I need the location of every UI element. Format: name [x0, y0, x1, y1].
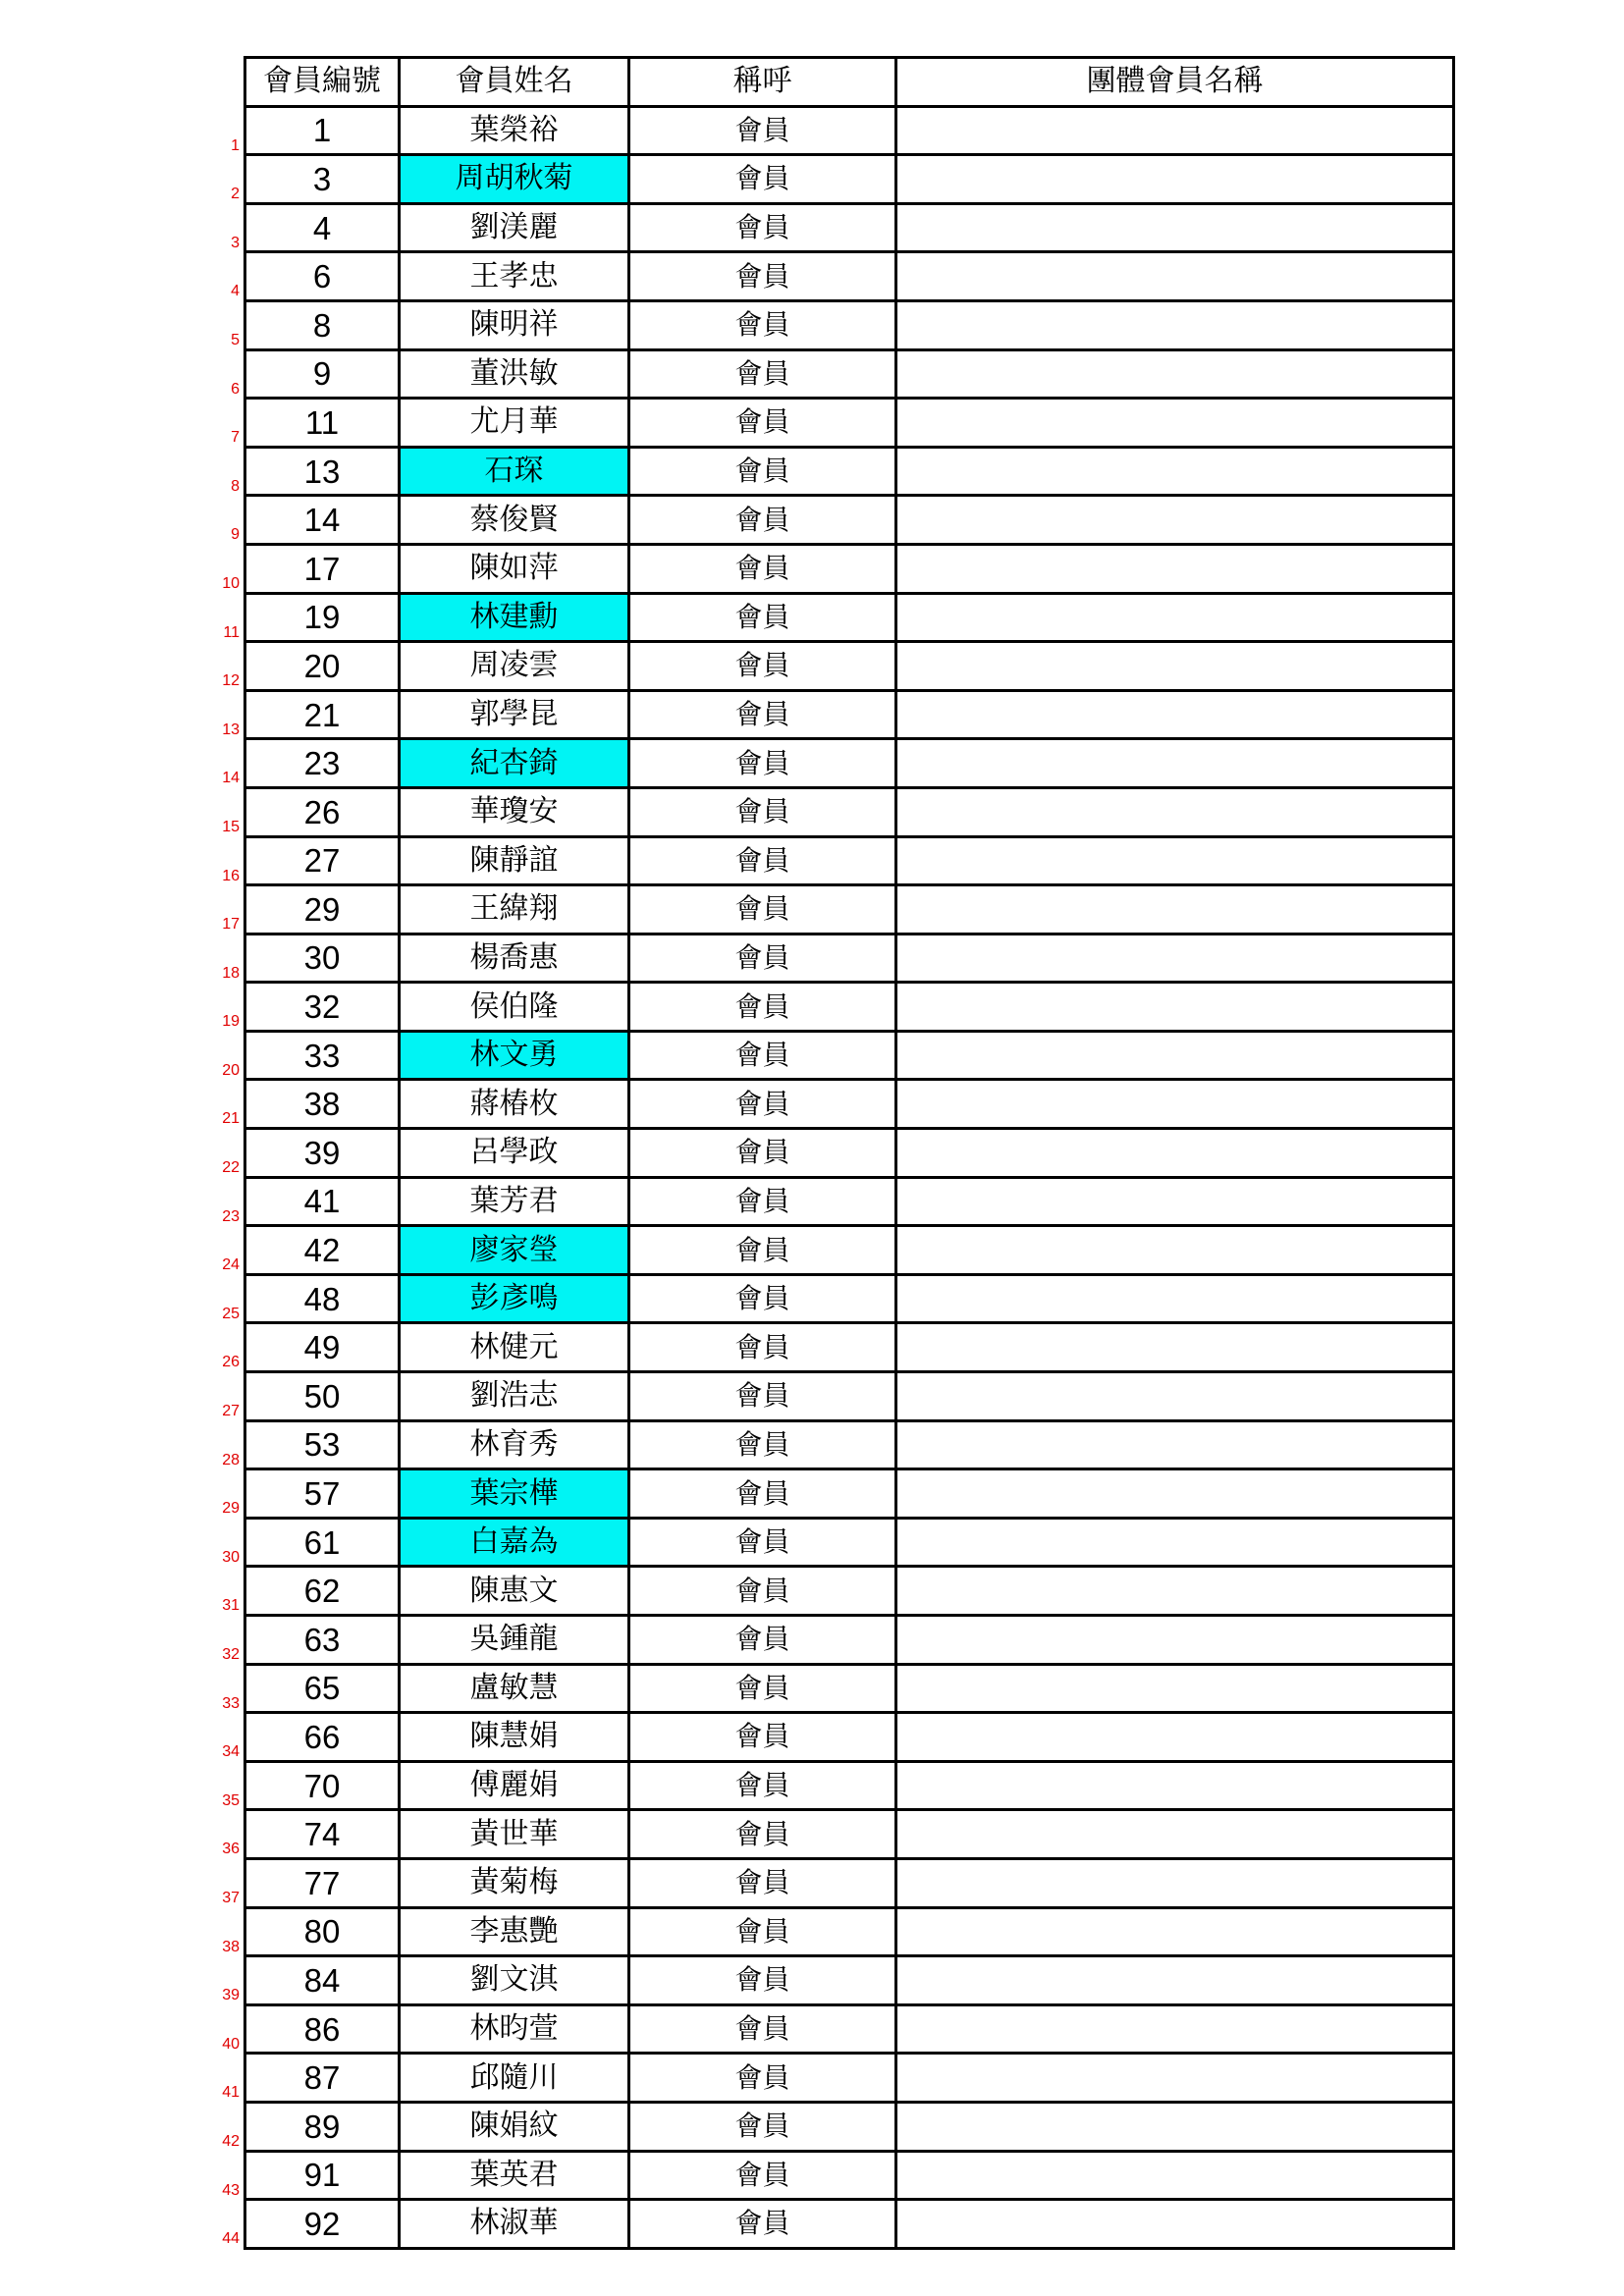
member-name-cell: 郭學昆 [401, 692, 630, 741]
title-cell: 會員 [630, 1081, 897, 1130]
title-cell: 會員 [630, 1422, 897, 1471]
member-name-cell: 陳惠文 [401, 1568, 630, 1617]
member-name-cell: 黃菊梅 [401, 1860, 630, 1909]
member-name-cell: 王孝忠 [401, 253, 630, 302]
title-cell: 會員 [630, 595, 897, 644]
row-number: 7 [231, 429, 240, 447]
member-no-cell: 14 [246, 497, 401, 546]
member-no-cell: 74 [246, 1811, 401, 1860]
group-name-cell [897, 838, 1455, 887]
group-name-cell [897, 2153, 1455, 2202]
title-cell: 會員 [630, 984, 897, 1033]
member-name-cell: 周凌雲 [401, 643, 630, 692]
group-name-cell [897, 2201, 1455, 2250]
member-no-cell: 41 [246, 1179, 401, 1228]
member-name-cell: 尤月華 [401, 400, 630, 449]
row-number: 18 [222, 964, 240, 982]
member-no-cell: 66 [246, 1714, 401, 1763]
group-name-cell [897, 935, 1455, 985]
row-number: 31 [222, 1597, 240, 1615]
title-cell: 會員 [630, 1373, 897, 1422]
member-name-cell: 葉英君 [401, 2153, 630, 2202]
member-no-cell: 86 [246, 2006, 401, 2056]
row-number: 12 [222, 672, 240, 690]
member-name-cell: 林育秀 [401, 1422, 630, 1471]
title-cell: 會員 [630, 838, 897, 887]
group-name-cell [897, 1617, 1455, 1666]
group-name-cell [897, 1860, 1455, 1909]
member-no-cell: 6 [246, 253, 401, 302]
row-number: 9 [231, 526, 240, 544]
title-cell: 會員 [630, 1520, 897, 1569]
member-no-cell: 89 [246, 2104, 401, 2153]
member-name-cell: 劉渼麗 [401, 205, 630, 254]
member-name-cell: 呂學政 [401, 1130, 630, 1179]
title-cell: 會員 [630, 1811, 897, 1860]
member-name-cell: 葉芳君 [401, 1179, 630, 1228]
group-name-cell [897, 1811, 1455, 1860]
member-no-cell: 53 [246, 1422, 401, 1471]
row-number: 22 [222, 1159, 240, 1177]
member-no-cell: 77 [246, 1860, 401, 1909]
title-cell: 會員 [630, 2153, 897, 2202]
title-cell: 會員 [630, 1617, 897, 1666]
row-number: 19 [222, 1013, 240, 1031]
member-no-cell: 11 [246, 400, 401, 449]
group-name-cell [897, 449, 1455, 498]
row-number: 38 [222, 1938, 240, 1955]
row-number: 41 [222, 2084, 240, 2102]
member-name-cell: 李惠艷 [401, 1909, 630, 1958]
member-no-cell: 9 [246, 351, 401, 400]
member-name-cell: 黃世華 [401, 1811, 630, 1860]
row-number: 44 [222, 2230, 240, 2248]
row-number: 16 [222, 867, 240, 884]
member-name-cell-highlighted: 白嘉為 [401, 1520, 630, 1569]
member-no-cell: 19 [246, 595, 401, 644]
title-cell: 會員 [630, 449, 897, 498]
title-cell: 會員 [630, 1227, 897, 1276]
group-name-cell [897, 1763, 1455, 1812]
member-name-cell-highlighted: 林建勳 [401, 595, 630, 644]
group-name-cell [897, 1324, 1455, 1373]
row-number: 36 [222, 1841, 240, 1858]
group-name-cell [897, 740, 1455, 789]
member-name-cell: 盧敏慧 [401, 1666, 630, 1715]
group-name-cell [897, 595, 1455, 644]
member-no-cell: 87 [246, 2055, 401, 2104]
header-group-name: 團體會員名稱 [897, 59, 1455, 108]
title-cell: 會員 [630, 2055, 897, 2104]
title-cell: 會員 [630, 1033, 897, 1082]
title-cell: 會員 [630, 740, 897, 789]
row-number: 27 [222, 1403, 240, 1420]
group-name-cell [897, 156, 1455, 205]
member-no-cell: 20 [246, 643, 401, 692]
title-cell: 會員 [630, 1324, 897, 1373]
member-no-cell: 50 [246, 1373, 401, 1422]
group-name-cell [897, 1422, 1455, 1471]
row-number: 23 [222, 1207, 240, 1225]
title-cell: 會員 [630, 497, 897, 546]
group-name-cell [897, 1957, 1455, 2006]
row-number: 1 [231, 136, 240, 154]
row-number: 14 [222, 770, 240, 787]
row-number: 6 [231, 380, 240, 398]
title-cell: 會員 [630, 302, 897, 351]
title-cell: 會員 [630, 1276, 897, 1325]
row-number: 42 [222, 2132, 240, 2150]
row-number: 25 [222, 1305, 240, 1322]
group-name-cell [897, 1130, 1455, 1179]
member-no-cell: 23 [246, 740, 401, 789]
member-no-cell: 39 [246, 1130, 401, 1179]
title-cell: 會員 [630, 1860, 897, 1909]
group-name-cell [897, 643, 1455, 692]
member-no-cell: 42 [246, 1227, 401, 1276]
title-cell: 會員 [630, 1568, 897, 1617]
title-cell: 會員 [630, 789, 897, 838]
group-name-cell [897, 302, 1455, 351]
title-cell: 會員 [630, 643, 897, 692]
row-number: 13 [222, 721, 240, 738]
member-name-cell: 侯伯隆 [401, 984, 630, 1033]
group-name-cell [897, 108, 1455, 157]
group-name-cell [897, 1081, 1455, 1130]
group-name-cell [897, 2104, 1455, 2153]
title-cell: 會員 [630, 2104, 897, 2153]
member-name-cell: 陳明祥 [401, 302, 630, 351]
header-member-no: 會員編號 [246, 59, 401, 108]
title-cell: 會員 [630, 1130, 897, 1179]
member-name-cell: 葉榮裕 [401, 108, 630, 157]
row-number: 10 [222, 574, 240, 592]
member-name-cell: 楊喬惠 [401, 935, 630, 985]
title-cell: 會員 [630, 692, 897, 741]
row-number: 4 [231, 283, 240, 300]
member-no-cell: 91 [246, 2153, 401, 2202]
title-cell: 會員 [630, 1470, 897, 1520]
group-name-cell [897, 1714, 1455, 1763]
member-no-cell: 1 [246, 108, 401, 157]
member-no-cell: 57 [246, 1470, 401, 1520]
member-no-cell: 27 [246, 838, 401, 887]
member-name-cell: 華瓊安 [401, 789, 630, 838]
member-no-cell: 84 [246, 1957, 401, 2006]
member-no-cell: 49 [246, 1324, 401, 1373]
member-no-cell: 29 [246, 886, 401, 935]
row-number: 24 [222, 1256, 240, 1274]
row-number: 21 [222, 1110, 240, 1128]
row-number-column [192, 108, 240, 2250]
row-number: 29 [222, 1500, 240, 1518]
row-number: 20 [222, 1061, 240, 1079]
header-title: 稱呼 [630, 59, 897, 108]
row-number: 43 [222, 2181, 240, 2199]
group-name-cell [897, 1520, 1455, 1569]
title-cell: 會員 [630, 400, 897, 449]
member-name-cell: 林昀萱 [401, 2006, 630, 2056]
group-name-cell [897, 692, 1455, 741]
member-name-cell-highlighted: 周胡秋菊 [401, 156, 630, 205]
member-name-cell: 王緯翔 [401, 886, 630, 935]
group-name-cell [897, 2055, 1455, 2104]
group-name-cell [897, 2006, 1455, 2056]
group-name-cell [897, 1179, 1455, 1228]
group-name-cell [897, 497, 1455, 546]
title-cell: 會員 [630, 351, 897, 400]
member-no-cell: 92 [246, 2201, 401, 2250]
row-number: 33 [222, 1694, 240, 1712]
title-cell: 會員 [630, 205, 897, 254]
row-number: 39 [222, 1987, 240, 2004]
member-name-cell: 劉浩志 [401, 1373, 630, 1422]
title-cell: 會員 [630, 1957, 897, 2006]
title-cell: 會員 [630, 1909, 897, 1958]
group-name-cell [897, 1276, 1455, 1325]
group-name-cell [897, 351, 1455, 400]
title-cell: 會員 [630, 1179, 897, 1228]
member-no-cell: 65 [246, 1666, 401, 1715]
title-cell: 會員 [630, 2201, 897, 2250]
member-table [244, 56, 1455, 2250]
member-no-cell: 26 [246, 789, 401, 838]
member-name-cell-highlighted: 彭彥鳴 [401, 1276, 630, 1325]
title-cell: 會員 [630, 253, 897, 302]
title-cell: 會員 [630, 546, 897, 595]
row-number: 17 [222, 916, 240, 934]
group-name-cell [897, 984, 1455, 1033]
member-name-cell: 蔡俊賢 [401, 497, 630, 546]
member-no-cell: 33 [246, 1033, 401, 1082]
member-no-cell: 30 [246, 935, 401, 985]
member-no-cell: 80 [246, 1909, 401, 1958]
row-number: 30 [222, 1548, 240, 1566]
member-name-cell: 林健元 [401, 1324, 630, 1373]
group-name-cell [897, 1373, 1455, 1422]
member-no-cell: 61 [246, 1520, 401, 1569]
group-name-cell [897, 1470, 1455, 1520]
group-name-cell [897, 253, 1455, 302]
member-no-cell: 3 [246, 156, 401, 205]
member-no-cell: 48 [246, 1276, 401, 1325]
member-name-cell: 蔣椿枚 [401, 1081, 630, 1130]
member-no-cell: 63 [246, 1617, 401, 1666]
member-name-cell: 陳慧娟 [401, 1714, 630, 1763]
member-name-cell: 林淑華 [401, 2201, 630, 2250]
title-cell: 會員 [630, 886, 897, 935]
member-no-cell: 8 [246, 302, 401, 351]
member-name-cell-highlighted: 葉宗樺 [401, 1470, 630, 1520]
group-name-cell [897, 789, 1455, 838]
title-cell: 會員 [630, 1666, 897, 1715]
row-number: 32 [222, 1646, 240, 1663]
member-no-cell: 13 [246, 449, 401, 498]
member-name-cell: 陳靜誼 [401, 838, 630, 887]
member-no-cell: 70 [246, 1763, 401, 1812]
member-name-cell-highlighted: 林文勇 [401, 1033, 630, 1082]
member-no-cell: 38 [246, 1081, 401, 1130]
header-member-name: 會員姓名 [401, 59, 630, 108]
title-cell: 會員 [630, 108, 897, 157]
member-no-cell: 4 [246, 205, 401, 254]
member-no-cell: 32 [246, 984, 401, 1033]
member-name-cell: 劉文淇 [401, 1957, 630, 2006]
group-name-cell [897, 1568, 1455, 1617]
row-number: 8 [231, 477, 240, 495]
title-cell: 會員 [630, 1763, 897, 1812]
row-number: 40 [222, 2035, 240, 2053]
row-number: 5 [231, 331, 240, 348]
row-number: 2 [231, 186, 240, 203]
title-cell: 會員 [630, 156, 897, 205]
row-number: 37 [222, 1889, 240, 1906]
member-no-cell: 62 [246, 1568, 401, 1617]
row-number: 34 [222, 1743, 240, 1761]
row-number: 3 [231, 234, 240, 251]
title-cell: 會員 [630, 1714, 897, 1763]
group-name-cell [897, 205, 1455, 254]
group-name-cell [897, 1666, 1455, 1715]
title-cell: 會員 [630, 2006, 897, 2056]
member-name-cell-highlighted: 石琛 [401, 449, 630, 498]
member-name-cell: 傅麗娟 [401, 1763, 630, 1812]
member-name-cell: 陳如萍 [401, 546, 630, 595]
member-name-cell-highlighted: 紀杏錡 [401, 740, 630, 789]
row-number: 28 [222, 1451, 240, 1468]
group-name-cell [897, 1033, 1455, 1082]
member-name-cell-highlighted: 廖家瑩 [401, 1227, 630, 1276]
member-name-cell: 董洪敏 [401, 351, 630, 400]
group-name-cell [897, 546, 1455, 595]
title-cell: 會員 [630, 935, 897, 985]
group-name-cell [897, 1227, 1455, 1276]
row-number: 15 [222, 818, 240, 835]
row-number: 26 [222, 1354, 240, 1371]
member-name-cell: 陳娟紋 [401, 2104, 630, 2153]
row-number: 35 [222, 1791, 240, 1809]
group-name-cell [897, 886, 1455, 935]
member-no-cell: 21 [246, 692, 401, 741]
group-name-cell [897, 1909, 1455, 1958]
member-no-cell: 17 [246, 546, 401, 595]
member-name-cell: 吳鍾龍 [401, 1617, 630, 1666]
member-name-cell: 邱隨川 [401, 2055, 630, 2104]
row-number: 11 [223, 623, 240, 641]
group-name-cell [897, 400, 1455, 449]
